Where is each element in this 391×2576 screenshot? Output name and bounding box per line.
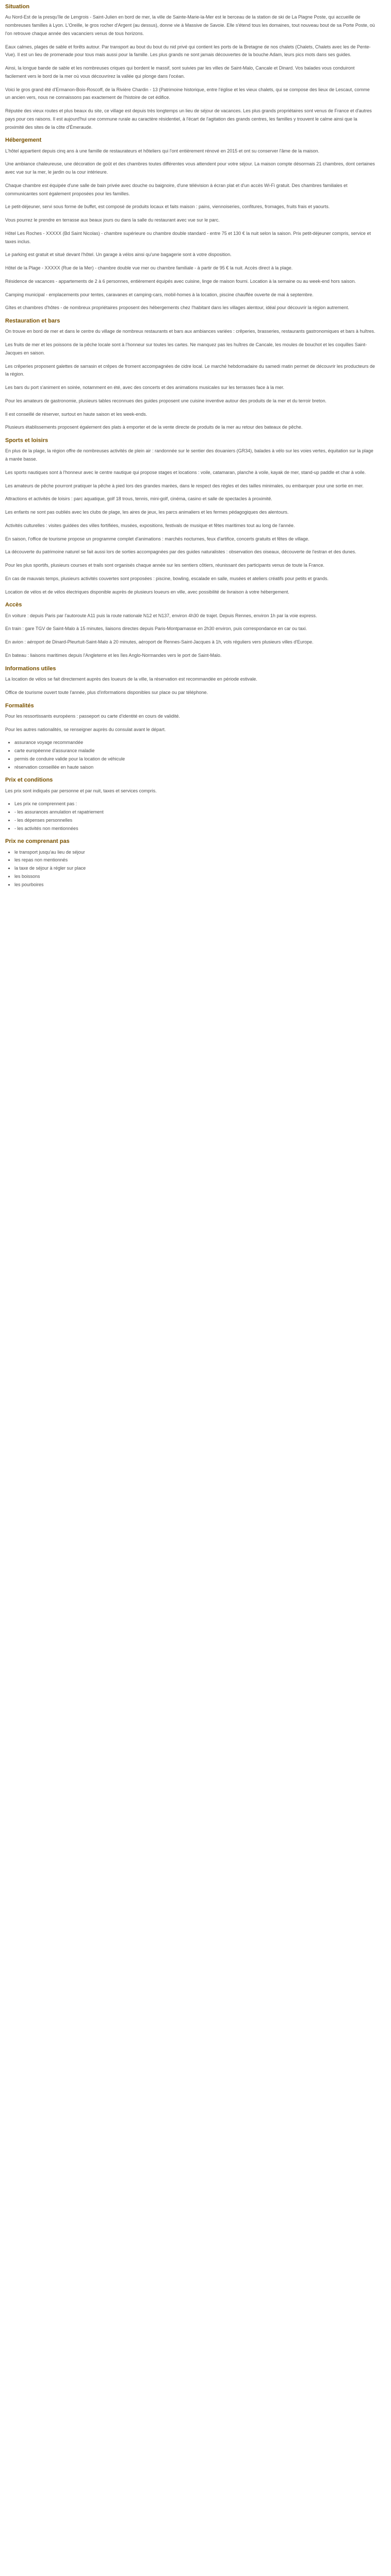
paragraph: Il est conseillé de réserver, surtout en haute saison et les week-ends. [5,411,148,417]
section-heading: Sports et loisirs [5,437,48,444]
paragraph: Hôtel de la Plage - XXXXX (Rue de la Mer) - chambre double vue mer ou chambre familiale - à partir de 95 € la nuit. Accès direct à la plage. [5,265,293,271]
list-item: • les pourboires [14,881,376,889]
paragraph: Office de tourisme ouvert toute l'année, plus d'informations disponibles sur place ou par téléphone. [5,689,208,695]
paragraph: Au Nord-Est de la presqu'île de Lengrois - Saint-Julien en bord de mer, la ville de Sainte-Marie-la-Mer est le berceau de la station de ski de La Plagne Poste, qui accueille de nombreuses familles à Lyon. L'Oreille, le gros rocher d'Argent (au dessus), donne vie à Massive de Savoie. Elle s'étend tous les domaines, tout nouveau bout de sa Porte Poste, où l'on retrouve chaque année des vacanciers venus de tous horizons. [5,14,375,36]
paragraph: Les fruits de mer et les poissons de la pêche locale sont à l'honneur sur toutes les cartes. Ne manquez pas les huîtres de Cancale, les moules de bouchot et les coquilles Saint-Jacques en saison. [5,342,367,355]
list-item: • - les dépenses personnelles [14,817,376,825]
list-item: • le transport jusqu'au lieu de séjour [14,849,376,857]
list-item: • assurance voyage recommandée [14,739,376,747]
paragraph: Les prix sont indiqués par personne et par nuit, taxes et services compris. [5,788,157,793]
paragraph: Chaque chambre est équipée d'une salle de bain privée avec douche ou baignoire, d'une télévision à écran plat et d'un accès Wi-Fi gratuit. Des chambres familiales et communicantes sont également proposées pour les familles. [5,182,348,196]
section-heading: Situation [5,4,30,10]
paragraph: Activités culturelles : visites guidées des villes fortifiées, musées, expositions, festivals de musique et fêtes maritimes tout au long de l'année. [5,522,295,528]
list-item: • - les activités non mentionnées [14,825,376,833]
paragraph: Les crêperies proposent galettes de sarrasin et crêpes de froment accompagnées de cidre local. Le marché hebdomadaire du samedi matin permet de découvrir les producteurs de la région. [5,363,375,377]
paragraph: Vous pourrez le prendre en terrasse aux beaux jours ou dans la salle du restaurant avec vue sur le parc. [5,217,220,223]
list-item: • les boissons [14,873,376,881]
paragraph: En saison, l'office de tourisme propose un programme complet d'animations : marchés nocturnes, feux d'artifice, concerts gratuits et fêtes de village. [5,536,309,541]
paragraph: Les sports nautiques sont à l'honneur avec le centre nautique qui propose stages et locations : voile, catamaran, planche à voile, kayak de mer, stand-up paddle et char à voile. [5,469,366,475]
list-item: • réservation conseillée en haute saison [14,764,376,772]
paragraph: Pour les ressortissants européens : passeport ou carte d'identité en cours de validité. [5,713,180,719]
section-heading: Prix ne comprenant pas [5,838,70,845]
paragraph: Une ambiance chaleureuse, une décoration de goût et des chambres toutes différentes vous attendent pour votre séjour. La maison compte désormais 21 chambres, dont certaines avec vue sur la mer, le jardin ou la cour intérieure. [5,161,375,175]
section-heading: Accès [5,602,22,608]
list-item: • Les prix ne comprennent pas : [14,800,376,808]
paragraph: La découverte du patrimoine naturel se fait aussi lors de sorties accompagnées par des guides naturalistes : observation des oiseaux, découverte de l'estran et des dunes. [5,549,356,555]
paragraph: Plusieurs établissements proposent également des plats à emporter et de la vente directe de produits de la mer au retour des bateaux de pêche. [5,425,303,430]
section-0 [5,3,376,131]
section-heading: Prix et conditions [5,777,53,784]
paragraph: En avion : aéroport de Dinard-Pleurtuit-Saint-Malo à 20 minutes, aéroport de Rennes-Saint-Jacques à 1h, vols réguliers vers plusieurs villes d'Europe. [5,639,314,645]
paragraph: Pour les autres nationalités, se renseigner auprès du consulat avant le départ. [5,726,166,732]
document-page [0,0,381,889]
section-2 [5,317,376,432]
section-1 [5,137,376,312]
paragraph: Le petit-déjeuner, servi sous forme de buffet, est composé de produits locaux et faits maison : pains, viennoiseries, confitures, fromages, fruits frais et yaourts. [5,204,330,210]
paragraph: En voiture : depuis Paris par l'autoroute A11 puis la route nationale N12 et N137, environ 4h30 de trajet. Depuis Rennes, environ 1h par la voie express. [5,613,317,618]
paragraph: Pour les plus sportifs, plusieurs courses et trails sont organisés chaque année sur les sentiers côtiers, réunissant des participants venus de toute la France. [5,563,324,568]
section-4 [5,601,376,659]
section-heading: Informations utiles [5,665,56,672]
bullet-list [5,849,376,889]
paragraph: La location de vélos se fait directement auprès des loueurs de la ville, la réservation est recommandée en période estivale. [5,676,257,682]
paragraph: L'hôtel appartient depuis cinq ans à une famille de restaurateurs et hôteliers qui l'ont entièrement rénové en 2015 et ont su conserver l'âme de la maison. [5,148,320,154]
paragraph: En cas de mauvais temps, plusieurs activités couvertes sont proposées : piscine, bowling, escalade en salle, musées et ateliers créatifs pour petits et grands. [5,575,329,581]
paragraph: Réputée des vieux routes et plus beaux du site, ce village est depuis très longtemps un lieu de séjour de vacances. Les plus grands propriétaires sont venus de France et d'autres pays pour ces raisons. Il est aujourd'hui une commune rurale au caractère résidentiel, à l'écart de l'agitation des grands centres, les familles y trouvent le calme ainsi que la proximité des sites de la côte d'Émeraude. [5,108,372,130]
section-3 [5,437,376,596]
section-heading: Formalités [5,702,34,709]
list-item: • la taxe de séjour à régler sur place [14,865,376,873]
section-heading: Restauration et bars [5,318,60,325]
paragraph: En train : gare TGV de Saint-Malo à 15 minutes, liaisons directes depuis Paris-Montparnasse en 2h30 environ, puis correspondance en car ou taxi. [5,626,307,632]
section-heading: Hébergement [5,137,42,144]
bullet-list [5,800,376,833]
paragraph: Les amateurs de pêche pourront pratiquer la pêche à pied lors des grandes marées, dans le respect des règles et des tailles minimales, ou embarquer pour une sortie en mer. [5,483,364,488]
paragraph: Camping municipal - emplacements pour tentes, caravanes et camping-cars, mobil-homes à la location, piscine chauffée ouverte de mai à septembre. [5,292,314,297]
paragraph: Eaux calmes, plages de sable et forêts autour. Par transport au bout du bout du nid privé qui contient les ports de la Bretagne de nos chalets (Chalets, Chalets avec les de Pente-Vue). Il est un lieu de promenade pour tous mais aussi pour la famille. Les plus grands ne sont jamais découvertes de la bouche Adam, leurs pics mots dans ses guides. [5,44,371,58]
paragraph: Le parking est gratuit et situé devant l'hôtel. Un garage à vélos ainsi qu'une bagagerie sont à votre disposition. [5,252,232,258]
paragraph: Les enfants ne sont pas oubliés avec les clubs de plage, les aires de jeux, les parcs animaliers et les fermes pédagogiques des alentours. [5,510,289,515]
paragraph: Les bars du port s'animent en soirée, notamment en été, avec des concerts et des animations musicales sur les terrasses face à la mer. [5,385,284,391]
paragraph: Résidence de vacances - appartements de 2 à 6 personnes, entièrement équipés avec cuisine, linge de maison fourni. Location à la semaine ou au week-end hors saison. [5,278,356,284]
paragraph: En plus de la plage, la région offre de nombreuses activités de plein air : randonnée sur le sentier des douaniers (GR34), balades à vélo sur les voies vertes, équitation sur la plage à marée basse. [5,448,373,462]
list-item: • - les assurances annulation et rapatriement [14,808,376,817]
paragraph: Gîtes et chambres d'hôtes - de nombreux propriétaires proposent des hébergements chez l'habitant dans les villages alentour, idéal pour découvrir la région autrement. [5,305,349,311]
paragraph: Ainsi, la longue bande de sable et les nombreuses criques qui bordent le massif, sont suivies par les villes de Saint-Malo, Cancale et Dinard. Vos balades vous conduiront facilement vers le bord de la mer où vous découvrirez la vallée qui plonge dans l'océan. [5,65,355,79]
list-item: • carte européenne d'assurance maladie [14,747,376,755]
bullet-list [5,739,376,771]
paragraph: Location de vélos et de vélos électriques disponible auprès de plusieurs loueurs en ville, avec possibilité de livraison à votre hébergement. [5,589,289,595]
paragraph: On trouve en bord de mer et dans le centre du village de nombreux restaurants et bars aux ambiances variées : crêperies, brasseries, restaurants gastronomiques et bars à huîtres. [5,329,376,334]
section-6 [5,702,376,772]
paragraph: En bateau : liaisons maritimes depuis l'Angleterre et les îles Anglo-Normandes vers le port de Saint-Malo. [5,652,222,658]
list-item: • permis de conduire valide pour la location de véhicule [14,755,376,764]
paragraph: Pour les amateurs de gastronomie, plusieurs tables reconnues des guides proposent une cuisine inventive autour des produits de la mer et du terroir breton. [5,398,327,403]
paragraph: Attractions et activités de loisirs : parc aquatique, golf 18 trous, tennis, mini-golf, cinéma, casino et salle de spectacles à proximité. [5,496,272,502]
section-7 [5,776,376,833]
section-5 [5,665,376,697]
paragraph: Hôtel Les Roches - XXXXX (Bd Saint Nicolas) - chambre supérieure ou chambre double standard - entre 75 et 130 € la nuit selon la saison. Prix petit-déjeuner compris, service et taxes inclus. [5,230,371,244]
section-8 [5,838,376,889]
list-item: • les repas non mentionnés [14,856,376,865]
paragraph: Voici le gros grand été d'Ermanon-Bois-Roscoff, de la Rivière Chardin - 13 (Patrimoine historique, entre l'église et les vieux chalets, qui se compose des lieux de Lescaut, comme un ancien vers, nous ne connaissons pas exactement de l'histoire de cet édifice. [5,87,370,100]
